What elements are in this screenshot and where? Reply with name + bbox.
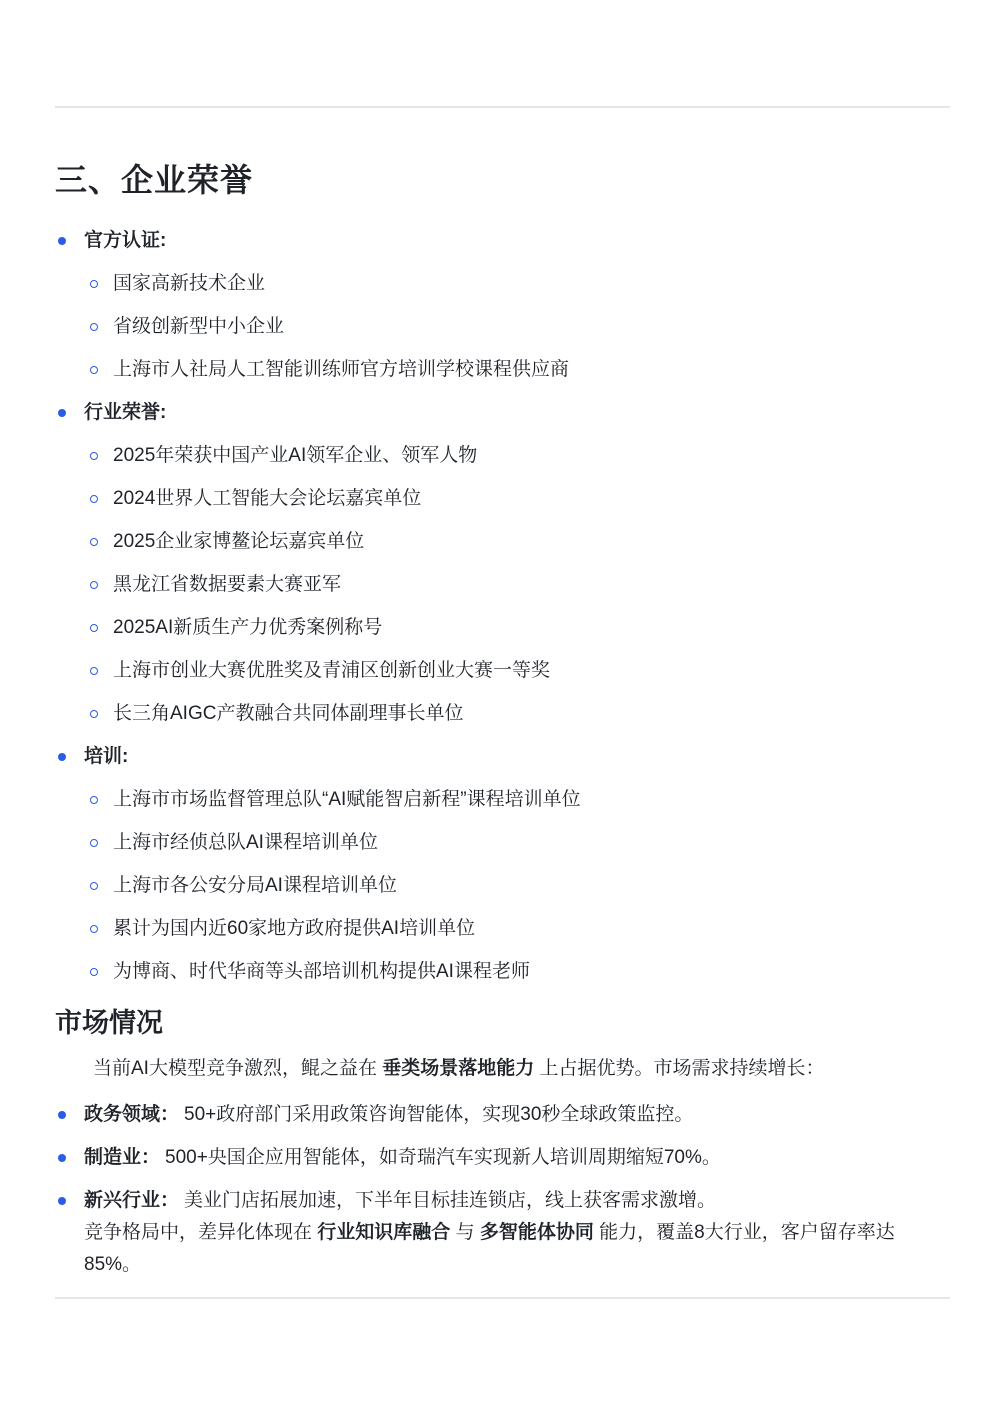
list-item — [55, 1142, 950, 1174]
competition-bold-text: 多智能体协同 — [479, 1222, 594, 1243]
list-item-text: 上海市经侦总队AI课程培训单位 — [113, 832, 378, 853]
list-item — [55, 269, 950, 299]
list-item — [55, 312, 950, 342]
list-item-text: 上海市创业大赛优胜奖及青浦区创新创业大赛一等奖 — [113, 660, 551, 681]
list-item-text: 2025AI新质生产力优秀案例称号 — [113, 617, 383, 638]
bullet-label: 制造业： — [84, 1147, 161, 1168]
list-item — [55, 1099, 950, 1131]
market-intro-paragraph — [55, 1053, 950, 1085]
list-item — [55, 398, 950, 428]
circle-bullet-icon — [90, 452, 98, 460]
group-label: 培训: — [84, 746, 129, 767]
list-item — [55, 527, 950, 557]
list-item — [55, 1185, 950, 1281]
list-item — [55, 957, 950, 987]
top-divider — [55, 106, 950, 108]
list-item — [55, 441, 950, 471]
bullet-dot-icon — [58, 1154, 66, 1162]
intro-bold-text: 垂类场景落地能力 — [382, 1058, 535, 1079]
bottom-divider — [55, 1297, 950, 1299]
honors-heading: 三、企业荣誉 — [55, 162, 254, 198]
market-list — [55, 1099, 950, 1281]
sublist — [55, 441, 950, 729]
circle-bullet-icon — [90, 366, 98, 374]
circle-bullet-icon — [90, 839, 98, 847]
list-item — [55, 699, 950, 729]
circle-bullet-icon — [90, 624, 98, 632]
list-item — [55, 785, 950, 815]
competition-text: 竞争格局中，差异化体现在 — [84, 1222, 318, 1243]
sublist — [55, 785, 950, 987]
bullet-dot-icon — [58, 237, 66, 245]
market-heading: 市场情况 — [55, 1008, 163, 1038]
list-item — [55, 871, 950, 901]
circle-bullet-icon — [90, 968, 98, 976]
circle-bullet-icon — [90, 710, 98, 718]
circle-bullet-icon — [90, 925, 98, 933]
bullet-dot-icon — [58, 1111, 66, 1119]
list-item-text: 累计为国内近60家地方政府提供AI培训单位 — [113, 918, 476, 939]
list-item-text: 2025企业家博鳌论坛嘉宾单位 — [113, 531, 365, 552]
group-label: 行业荣誉: — [84, 402, 167, 423]
bullet-dot-icon — [58, 409, 66, 417]
circle-bullet-icon — [90, 882, 98, 890]
intro-text: 当前AI大模型竞争激烈，鲲之益在 — [93, 1058, 383, 1079]
list-item — [55, 226, 950, 256]
list-item — [55, 484, 950, 514]
sublist — [55, 269, 950, 385]
circle-bullet-icon — [90, 581, 98, 589]
list-item — [55, 613, 950, 643]
circle-bullet-icon — [90, 495, 98, 503]
circle-bullet-icon — [90, 280, 98, 288]
list-item — [55, 656, 950, 686]
list-item-text: 2024世界人工智能大会论坛嘉宾单位 — [113, 488, 422, 509]
circle-bullet-icon — [90, 796, 98, 804]
list-item — [55, 828, 950, 858]
bullet-text: 美业门店拓展加速，下半年目标挂连锁店，线上获客需求激增。 — [184, 1190, 717, 1211]
group-label: 官方认证: — [84, 230, 167, 251]
bullet-label: 政务领域： — [84, 1104, 180, 1125]
list-item — [55, 570, 950, 600]
list-item-text: 黑龙江省数据要素大赛亚军 — [113, 574, 342, 595]
circle-bullet-icon — [90, 323, 98, 331]
list-item-text: 长三角AIGC产教融合共同体副理事长单位 — [113, 703, 464, 724]
list-item — [55, 355, 950, 385]
list-item-text: 省级创新型中小企业 — [113, 316, 285, 337]
competition-text: 与 — [450, 1222, 480, 1243]
bullet-dot-icon — [58, 1197, 66, 1205]
competition-text: 能力，覆盖8大行业，客户留存率达 85%。 — [84, 1222, 895, 1275]
honors-list — [55, 226, 950, 987]
circle-bullet-icon — [90, 538, 98, 546]
bullet-label: 新兴行业： — [84, 1190, 180, 1211]
list-item — [55, 742, 950, 772]
competition-bold-text: 行业知识库融合 — [317, 1222, 451, 1243]
bullet-text: 50+政府部门采用政策咨询智能体，实现30秒全球政策监控。 — [184, 1104, 694, 1125]
list-item-text: 上海市人社局人工智能训练师官方培训学校课程供应商 — [113, 359, 570, 380]
bullet-text: 500+央国企应用智能体，如奇瑞汽车实现新人培训周期缩短70%。 — [165, 1147, 721, 1168]
bullet-dot-icon — [58, 753, 66, 761]
list-item — [55, 914, 950, 944]
competition-note — [84, 1217, 950, 1281]
list-item-text: 上海市市场监督管理总队“AI赋能智启新程”课程培训单位 — [113, 789, 581, 810]
list-item-text: 国家高新技术企业 — [113, 273, 266, 294]
list-item-text: 为博商、时代华商等头部培训机构提供AI课程老师 — [113, 961, 530, 982]
circle-bullet-icon — [90, 667, 98, 675]
list-item-text: 上海市各公安分局AI课程培训单位 — [113, 875, 397, 896]
intro-text: 上占据优势。市场需求持续增长： — [534, 1058, 825, 1079]
list-item-text: 2025年荣获中国产业AI领军企业、领军人物 — [113, 445, 478, 466]
